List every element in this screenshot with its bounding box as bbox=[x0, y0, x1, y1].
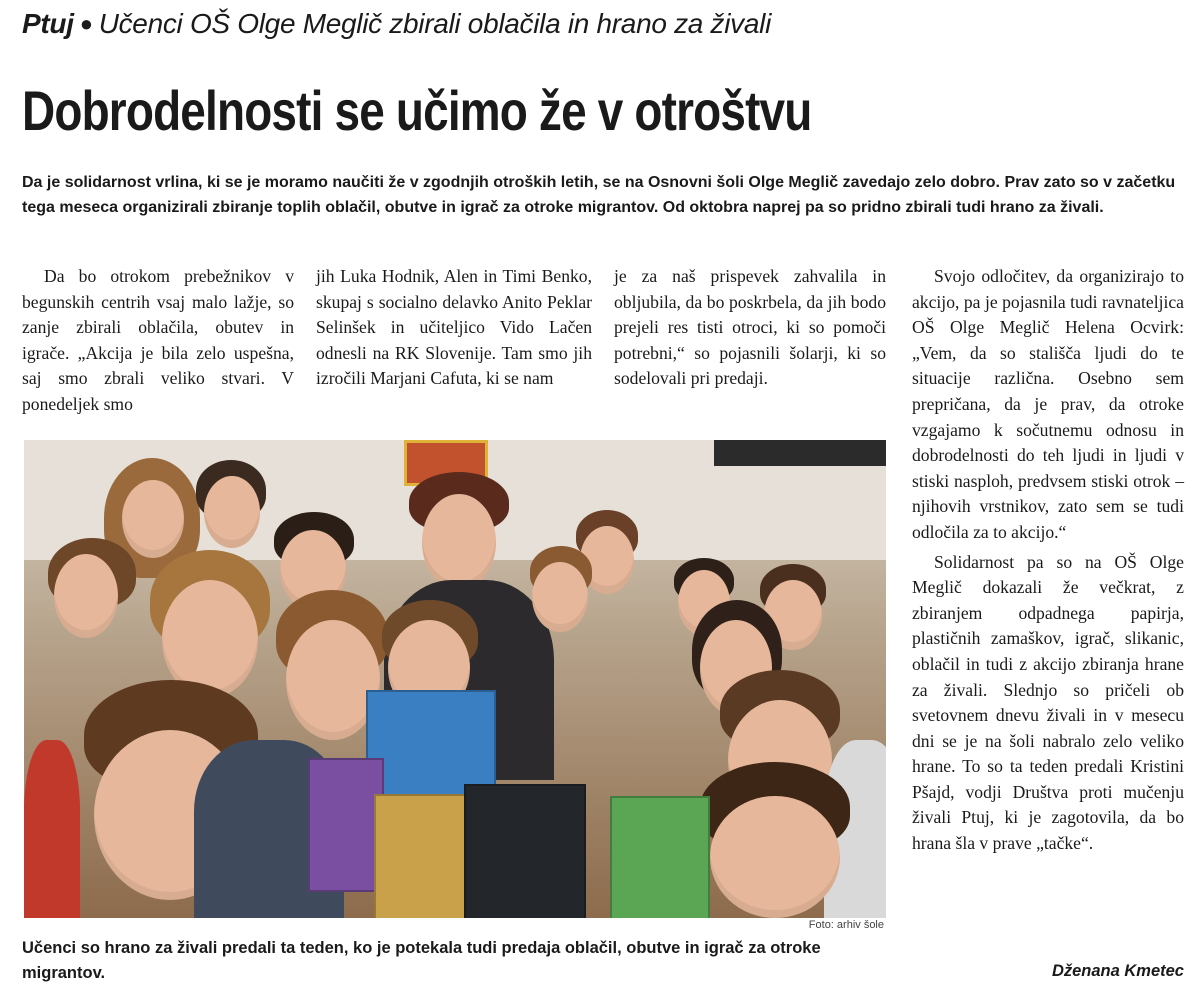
photo-child-face bbox=[710, 796, 840, 918]
body-paragraph: Solidarnost pa so na OŠ Olge Meglič dokazali že večkrat, z zbiranjem odpadnega papirja, plastičnih zamaškov, igrač, slikanic, oblačil in tudi z akcijo zbiranja hrane za živali. Slednjo so pričeli ob svetovnem dnevu živali in v mesecu dni se je na šoli nabralo zelo veliko hrane. To so ta teden predali Kristini Pšajd, vodji Društva proti mučenju živali Ptuj, ki je zagotovila, da bo hrana šla v prave „tačke“. bbox=[912, 551, 1184, 854]
photo-cat-food-box bbox=[308, 758, 384, 892]
body-column-4 bbox=[912, 264, 1184, 857]
photo-child-shirt bbox=[24, 740, 80, 918]
article-headline: Dobrodelnosti se učimo že v otroštvu bbox=[22, 79, 812, 142]
photo-caption: Učenci so hrano za živali predali ta teden, ko je potekala tudi predaja oblačil, obutve in igrač za otroke migrantov. bbox=[22, 939, 821, 982]
article-lead bbox=[22, 170, 1184, 220]
photo-tv-screen bbox=[714, 440, 886, 466]
kicker-location: Ptuj bbox=[22, 8, 74, 39]
body-paragraph: Da bo otrokom prebežnikov v begunskih centrih vsaj malo lažje, so zanje zbirali oblačila, obutev in igrače. „Akcija je bila zelo uspešna, saj smo zbrali veliko stvari. V ponedeljek smo bbox=[22, 266, 294, 414]
photo-pet-food-bag bbox=[464, 784, 586, 918]
kicker-bullet: ● bbox=[79, 11, 93, 36]
photo-child-face bbox=[532, 562, 588, 632]
article-author: Dženana Kmetec bbox=[1051, 962, 1184, 980]
body-paragraph: je za naš prispevek zahvalila in obljubila, da bo poskrbela, da jih bodo prejeli res tisti otroci, ki so pomoči potrebni,“ so pojasnili šolarji, ki so sodelovali pri predaji. bbox=[614, 266, 886, 389]
body-column-2 bbox=[316, 264, 592, 392]
photo-child-face bbox=[122, 480, 184, 558]
photo-cat-food-box bbox=[366, 690, 496, 798]
photo-teacher-face bbox=[422, 494, 496, 590]
body-paragraph: jih Luka Hodnik, Alen in Timi Benko, skupaj s socialno delavko Anito Peklar Selinšek in učiteljico Vido Lačen odnesli na RK Slovenije. Tam smo jih izročili Marjani Cafuta, ki se nam bbox=[316, 266, 592, 389]
photo-child-face bbox=[204, 476, 260, 548]
lead-paragraph: Da je solidarnost vrlina, ki se je moramo naučiti že v zgodnjih otroških letih, se na Osnovni šoli Olge Meglič zavedajo zelo dobro. Prav zato so v začetku tega meseca organizirali zbiranje toplih oblačil, obutve in igrač za otroke migrantov. Od oktobra naprej pa so pridno zbirali tudi hrano za živali. bbox=[22, 174, 1176, 216]
photo-pet-food-bag bbox=[610, 796, 710, 918]
kicker-topic: Učenci OŠ Olge Meglič zbirali oblačila in hrano za živali bbox=[98, 8, 771, 39]
photo-pet-food-bag bbox=[374, 794, 474, 918]
article-kicker bbox=[22, 8, 771, 40]
article-photo bbox=[24, 440, 886, 918]
photo-credit: Foto: arhiv šole bbox=[808, 919, 884, 931]
body-column-3 bbox=[614, 264, 886, 392]
photo-child-face bbox=[54, 554, 118, 638]
body-paragraph: Svojo odločitev, da organizirajo to akcijo, pa je pojasnila tudi ravnateljica OŠ Olge Meglič Helena Ocvirk: „Vem, da so stališča ljudi do te situacije različna. Osebno sem prepričana, da je prav, da otroke vzgajamo k sočutnemu odnosu in dobrodelnosti do teh ljudi in ljudi v stiski nasploh, predvsem stiski otrok – njihovih vrstnikov, zato sem se tudi odločila za to akcijo.“ bbox=[912, 266, 1184, 542]
body-column-1 bbox=[22, 264, 294, 418]
